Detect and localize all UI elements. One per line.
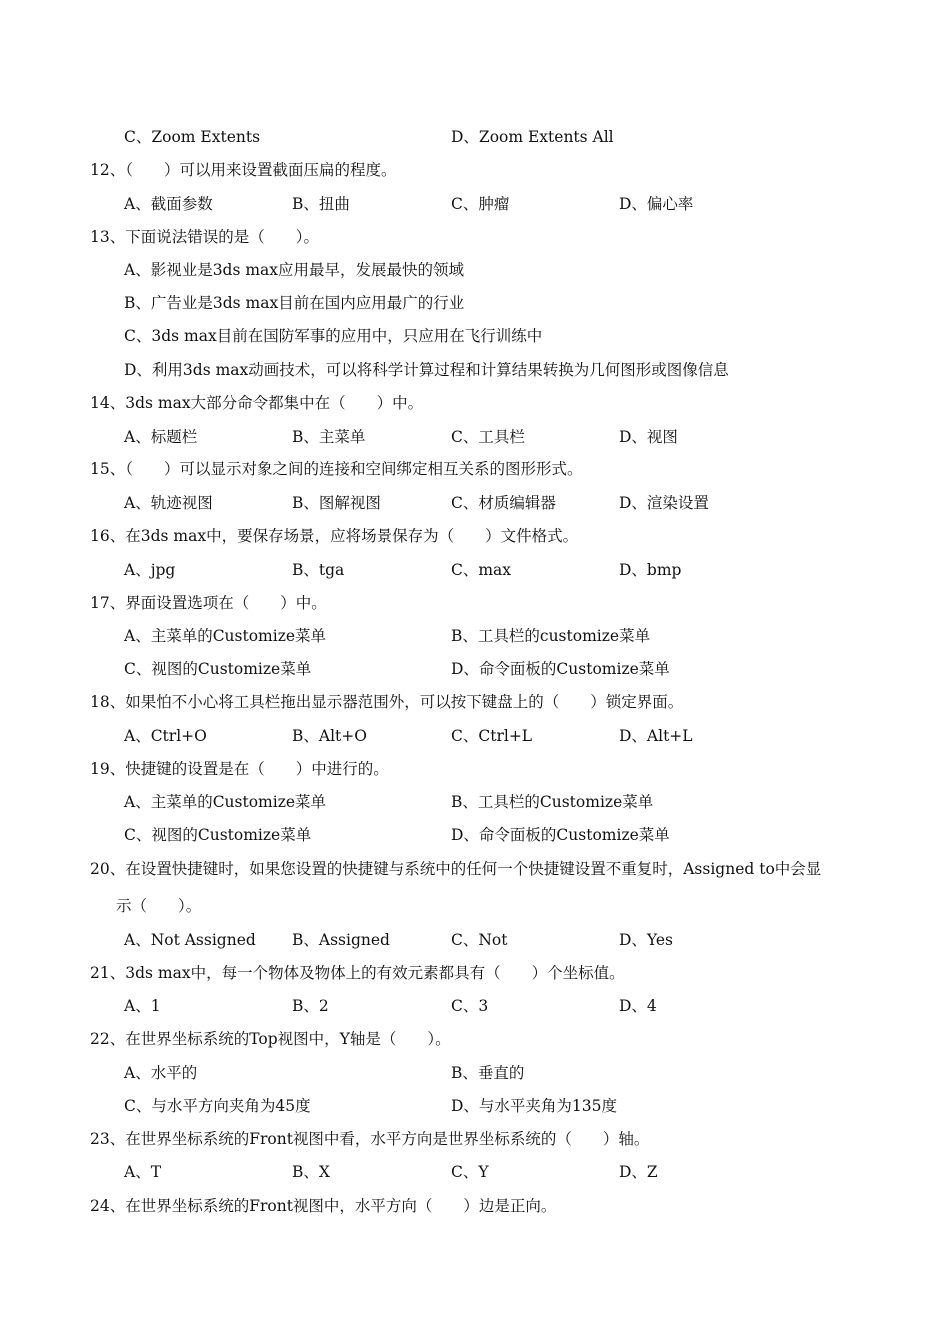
option-a: A、Ctrl+O bbox=[124, 727, 207, 745]
option-d: D、与水平夹角为135度 bbox=[451, 1097, 618, 1115]
question-16: 16、在3ds max中，要保存场景，应将场景保存为（ ）文件格式。 bbox=[90, 527, 579, 545]
option-b: B、图解视图 bbox=[292, 494, 381, 512]
option-a: A、主菜单的Customize菜单 bbox=[124, 793, 327, 811]
option-a: A、1 bbox=[124, 997, 161, 1015]
question-13: 13、下面说法错误的是（ ）。 bbox=[90, 228, 319, 246]
option-c: C、Y bbox=[451, 1163, 489, 1181]
option-a: A、T bbox=[124, 1163, 162, 1181]
option-c: C、3 bbox=[451, 997, 489, 1015]
option-d: D、bmp bbox=[619, 561, 682, 579]
option-b: B、广告业是3ds max目前在国内应用最广的行业 bbox=[124, 294, 465, 312]
option-c: C、视图的Customize菜单 bbox=[124, 660, 312, 678]
option-a: A、截面参数 bbox=[124, 195, 213, 213]
option-d: D、Alt+L bbox=[619, 727, 693, 745]
option-b: B、扭曲 bbox=[292, 195, 350, 213]
option-b: B、Assigned bbox=[292, 931, 390, 949]
option-c: C、max bbox=[451, 561, 512, 579]
option-d: D、Yes bbox=[619, 931, 673, 949]
option-c: C、与水平方向夹角为45度 bbox=[124, 1097, 311, 1115]
option-b: B、主菜单 bbox=[292, 428, 366, 446]
question-20: 20、在设置快捷键时，如果您设置的快捷键与系统中的任何一个快捷键设置不重复时，Assigned to中会显 bbox=[90, 860, 822, 878]
question-23: 23、在世界坐标系统的Front视图中看，水平方向是世界坐标系统的（ ）轴。 bbox=[90, 1130, 650, 1148]
option-d: D、4 bbox=[619, 997, 657, 1015]
option-b: B、2 bbox=[292, 997, 329, 1015]
option-b: B、Alt+O bbox=[292, 727, 367, 745]
option-b: B、工具栏的customize菜单 bbox=[451, 627, 651, 645]
option-d: D、命令面板的Customize菜单 bbox=[451, 826, 670, 844]
question-24: 24、在世界坐标系统的Front视图中，水平方向（ ）边是正向。 bbox=[90, 1197, 557, 1215]
option-c: C、3ds max目前在国防军事的应用中，只应用在飞行训练中 bbox=[124, 327, 543, 345]
option-d: D、偏心率 bbox=[619, 195, 694, 213]
question-18: 18、如果怕不小心将工具栏拖出显示器范围外，可以按下键盘上的（ ）锁定界面。 bbox=[90, 693, 684, 711]
option-a: A、Not Assigned bbox=[124, 931, 256, 949]
option-c: C、Not bbox=[451, 931, 508, 949]
option-d: D、命令面板的Customize菜单 bbox=[451, 660, 670, 678]
option-d: D、渲染设置 bbox=[619, 494, 709, 512]
option-a: A、jpg bbox=[124, 561, 176, 579]
option-b: B、tga bbox=[292, 561, 345, 579]
option-c: C、视图的Customize菜单 bbox=[124, 826, 312, 844]
question-17: 17、界面设置选项在（ ）中。 bbox=[90, 594, 327, 612]
option-c: C、肿瘤 bbox=[451, 195, 510, 213]
option-d: D、利用3ds max动画技术，可以将科学计算过程和计算结果转换为几何图形或图像信息 bbox=[124, 361, 729, 379]
option-a: A、轨迹视图 bbox=[124, 494, 213, 512]
question-20-continuation: 示（ ）。 bbox=[116, 897, 202, 915]
option-b: B、X bbox=[292, 1163, 330, 1181]
question-21: 21、3ds max中，每一个物体及物体上的有效元素都具有（ ）个坐标值。 bbox=[90, 964, 625, 982]
option-a: A、水平的 bbox=[124, 1064, 198, 1082]
option-c: C、Zoom Extents bbox=[124, 128, 261, 146]
option-c: C、工具栏 bbox=[451, 428, 525, 446]
question-12: 12、（ ）可以用来设置截面压扁的程度。 bbox=[90, 161, 397, 179]
option-a: A、标题栏 bbox=[124, 428, 198, 446]
question-14: 14、3ds max大部分命令都集中在（ ）中。 bbox=[90, 394, 424, 412]
option-d: D、视图 bbox=[619, 428, 678, 446]
option-b: B、工具栏的Customize菜单 bbox=[451, 793, 654, 811]
question-19: 19、快捷键的设置是在（ ）中进行的。 bbox=[90, 760, 389, 778]
option-c: C、Ctrl+L bbox=[451, 727, 533, 745]
option-c: C、材质编辑器 bbox=[451, 494, 556, 512]
question-22: 22、在世界坐标系统的Top视图中，Y轴是（ ）。 bbox=[90, 1030, 451, 1048]
option-d: D、Z bbox=[619, 1163, 658, 1181]
option-a: A、影视业是3ds max应用最早，发展最快的领域 bbox=[124, 261, 465, 279]
option-a: A、主菜单的Customize菜单 bbox=[124, 627, 327, 645]
question-15: 15、（ ）可以显示对象之间的连接和空间绑定相互关系的图形形式。 bbox=[90, 460, 583, 478]
option-b: B、垂直的 bbox=[451, 1064, 525, 1082]
option-d: D、Zoom Extents All bbox=[451, 128, 614, 146]
